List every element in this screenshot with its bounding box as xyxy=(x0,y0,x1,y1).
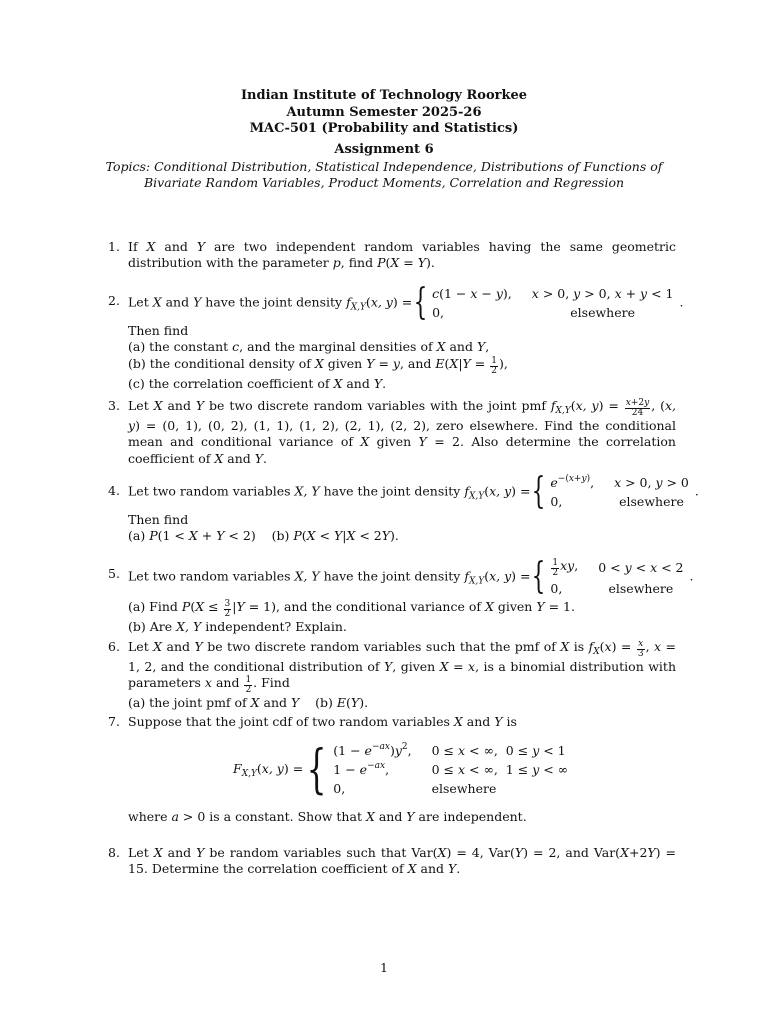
left-brace: { xyxy=(532,556,546,597)
question-text: Let X and Y be two discrete random variables such that the pmf of X is $f_X(x)$ = $\frac{x}{3}$ , x = 1, 2, and the conditional distribution of Y, given X = x, is a binomial distribution with parameters x and $\frac{1}{2}$ . Find (a) the joint pmf of X and Y (b) E(Y). xyxy=(128,639,677,711)
question-text: Let two random variables X, Y have the joint density $f_{X,Y}(x$, y) ={ $\frac{1}{2}$ xy, 0 < y < x < 2 0, elsewhere. (a) Find P(X ≤ $\frac{3}{2}$ |Y = 1), and the conditional variance of X given Y = 1. (b) Are X, Y independent? Explain. xyxy=(128,556,694,634)
question-text: Let X and Y have the joint density $f_{X,Y}(x$, y) ={ c(1 − x − y), x > 0, y > 0, x + y < 1 0, elsewhere. Then find (a) the constant c, and the marginal densities of X and Y, (b) the conditional density of X given Y = y, and E(X|Y = $\frac{1}{2}$ ), (c) the correlation coefficient of X and Y. xyxy=(128,282,684,391)
course-title: MAC-501 (Probability and Statistics) xyxy=(249,121,519,136)
question-number: 6. xyxy=(108,639,120,654)
page-number: 1 xyxy=(380,960,388,975)
question-7 xyxy=(108,714,676,826)
question-text: If X and Y are two independent random variables having the same geometric distribution with the parameter p, find P(X = Y). xyxy=(128,239,676,271)
question-number: 8. xyxy=(108,845,120,860)
left-brace: { xyxy=(413,282,428,323)
left-brace: { xyxy=(306,739,327,800)
document-header xyxy=(0,88,768,191)
question-text: Let X and Y be random variables such that Var(X) = 4, Var(Y) = 2, and Var(X+2Y) = 15. Determine the correlation coefficient of X and Y. xyxy=(128,845,677,877)
semester: Autumn Semester 2025-26 xyxy=(286,104,482,120)
piecewise-cases: $(1 - e^{-ax})y^2$, 0 ≤ x < ∞, 0 ≤ y < 1 $1 - e^{-ax}$, 0 ≤ x < ∞, 1 ≤ y < ∞ 0, elsewhere xyxy=(333,742,569,797)
question-3 xyxy=(108,398,676,467)
assignment-title: Assignment 6 xyxy=(334,141,434,157)
question-number: 2. xyxy=(108,293,120,308)
question-text: Suppose that the joint cdf of two random variables X and Y is $F_{X,Y}(x$, y) ={ $(1 - e^{-ax})y^2$, 0 ≤ x < ∞, 0 ≤ y < 1 $1 - e^{-ax}$, 0 ≤ x < ∞, 1 ≤ y < ∞ 0, elsewhere where a > 0 is a constant. Show that X and Y are independent. xyxy=(128,714,676,826)
question-5 xyxy=(108,555,694,635)
piecewise-cases: $\frac{1}{2}$ xy, 0 < y < x < 2 0, elsewhere xyxy=(550,558,684,596)
question-text: Let X and Y be two discrete random variables with the joint pmf $f_{X,Y}(x$, y) = $\frac{x+2y}{24}$ , (x, y) = (0, 1), (0, 2), (1, 1), (1, 2), (2, 1), (2, 2), zero elsewhere. Find the conditional mean and conditional variance of X given Y = 2. Also determine the correlation coefficient of X and Y. xyxy=(128,398,677,466)
question-8 xyxy=(108,845,676,878)
question-number: 7. xyxy=(108,714,120,729)
piecewise-cases: c(1 − x − y), x > 0, y > 0, x + y < 1 0, elsewhere xyxy=(432,286,674,320)
question-6 xyxy=(108,639,676,712)
question-2 xyxy=(108,282,684,392)
question-number: 3. xyxy=(108,398,120,413)
question-text: Let two random variables X, Y have the joint density $f_{X,Y}(x$, y) ={ $e^{-(x+y)}$, x > 0, y > 0 0, elsewhere. Then find (a) P(1 < X + Y < 2) (b) P(X < Y|X < 2Y). xyxy=(128,471,699,544)
question-number: 4. xyxy=(108,483,120,498)
question-4 xyxy=(108,471,699,545)
question-1 xyxy=(108,239,676,272)
topics-line: Topics: Conditional Distribution, Statistical Independence, Distributions of Functions of Bivariate Random Variables, Product Moments, Correlation and Regression xyxy=(105,159,663,190)
piecewise-cases: $e^{-(x+y)}$, x > 0, y > 0 0, elsewhere xyxy=(550,474,689,509)
question-number: 5. xyxy=(108,566,120,581)
institute-name: Indian Institute of Technology Roorkee xyxy=(240,88,528,103)
left-brace: { xyxy=(532,471,546,512)
question-number: 1. xyxy=(108,239,120,254)
